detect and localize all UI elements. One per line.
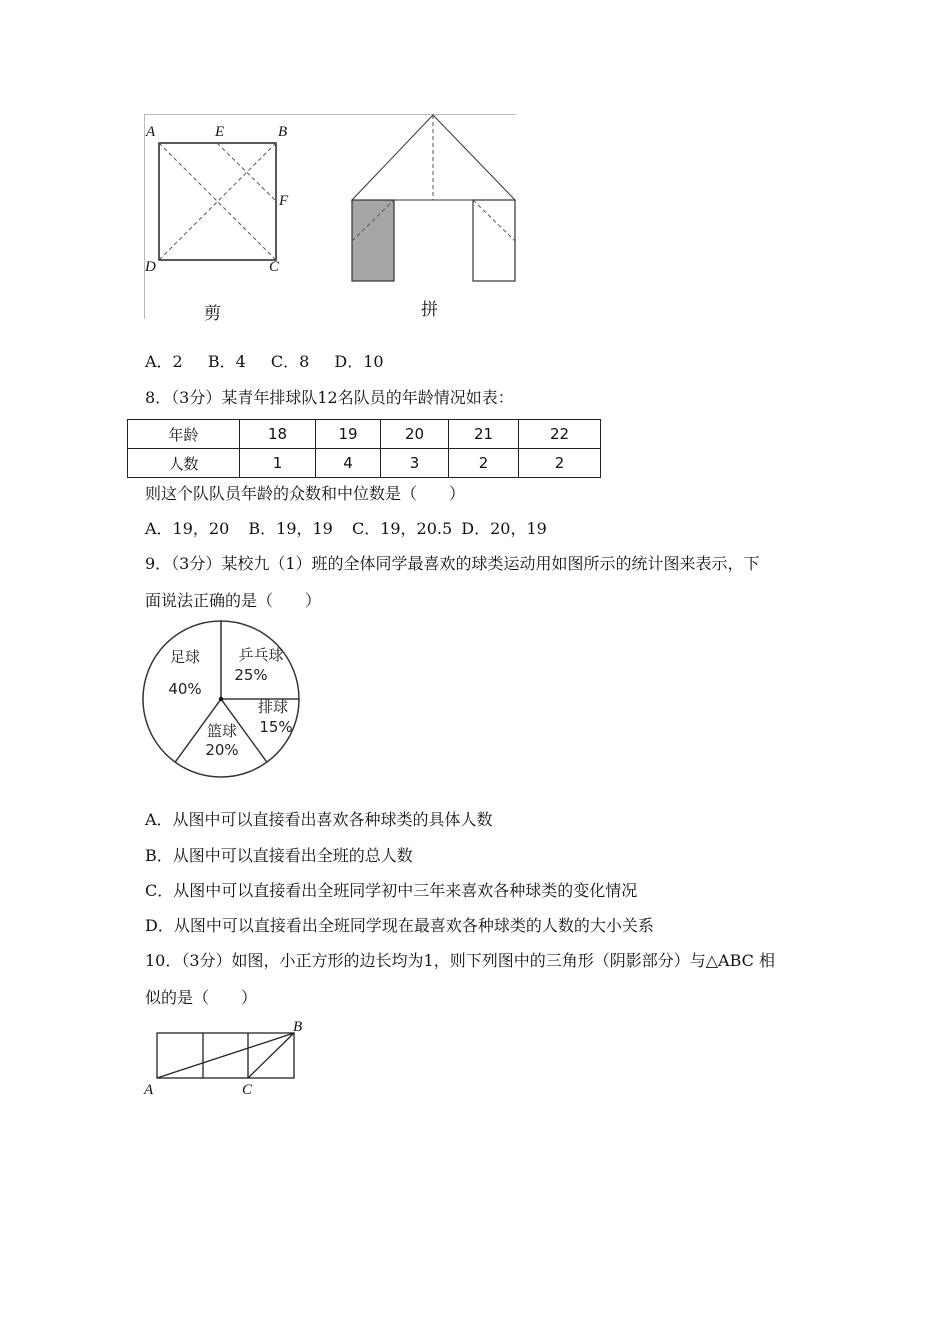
pie-label-name: 篮球: [206, 722, 238, 740]
segment-ab: [157, 1033, 294, 1078]
q8-option-d: D．20，19: [461, 519, 547, 538]
right-pillar-dash: [473, 200, 515, 241]
age-cell: 18: [240, 420, 316, 449]
label-c: C: [269, 259, 280, 275]
label-d: D: [145, 259, 156, 275]
count-cell: 3: [381, 449, 449, 478]
figure-triangle-abc: [140, 1018, 315, 1103]
age-cell: 21: [449, 420, 519, 449]
count-cell: 2: [449, 449, 519, 478]
count-cell: 2: [519, 449, 601, 478]
q10-stem-line1: 10．（3分）如图，小正方形的边长均为1，则下列图中的三角形（阴影部分）与△ABC 相: [145, 951, 775, 970]
label-f: F: [279, 193, 289, 209]
q7-option-d: D．10: [334, 352, 384, 371]
q8-option-b: B．19，19: [248, 519, 333, 538]
count-cell: 4: [316, 449, 381, 478]
segment-bc: [248, 1033, 294, 1078]
pie-label-value: 25%: [234, 666, 268, 684]
pie-label-name: 乒乓球: [238, 646, 284, 664]
q7-option-c: C．8: [270, 352, 310, 371]
age-cell: 19: [316, 420, 381, 449]
q9-option-a: A．从图中可以直接看出喜欢各种球类的具体人数: [145, 810, 493, 829]
q7-option-b: B．4: [207, 352, 246, 371]
count-row: [128, 449, 601, 478]
grid-figure-svg: [140, 1018, 315, 1103]
pie-label-value: 20%: [205, 741, 239, 759]
q8-option-c: C．19，20.5: [351, 519, 453, 538]
right-pillar: [473, 200, 515, 281]
count-cell: 1: [240, 449, 316, 478]
label-a: A: [144, 1082, 154, 1098]
age-cell: 20: [381, 420, 449, 449]
row-header-age: 年龄: [128, 420, 240, 449]
caption-assemble: 拼: [421, 300, 438, 320]
q9-option-d: D．从图中可以直接看出全班同学现在最喜欢各种球类的人数的大小关系: [145, 916, 654, 935]
q10-stem-line2: 似的是（ ）: [145, 988, 258, 1007]
row-header-count: 人数: [128, 449, 240, 478]
q8-question: 则这个队队员年龄的众数和中位数是（ ）: [145, 484, 466, 503]
q9-option-c: C．从图中可以直接看出全班同学初中三年来喜欢各种球类的变化情况: [145, 881, 638, 900]
q9-stem-line2: 面说法正确的是（ ）: [145, 591, 322, 610]
caption-cut: 剪: [204, 304, 221, 324]
pie-label-value: 40%: [168, 680, 202, 698]
label-b: B: [293, 1019, 303, 1035]
pie-label-name: 足球: [169, 648, 201, 666]
age-row: [128, 420, 601, 449]
pie-center-dot: [219, 697, 223, 701]
label-a: A: [146, 124, 156, 140]
q9-stem-line1: 9．（3分）某校九（1）班的全体同学最喜欢的球类运动用如图所示的统计图来表示，下: [145, 554, 760, 573]
age-cell: 22: [519, 420, 601, 449]
label-e: E: [215, 124, 225, 140]
q9-option-b: B．从图中可以直接看出全班的总人数: [145, 846, 413, 865]
q7-option-a: A．2: [145, 352, 183, 371]
segment-ef: [217, 143, 276, 201]
label-b: B: [278, 124, 288, 140]
left-pillar-shaded: [352, 200, 394, 281]
figure-cut-assemble-svg: [144, 114, 516, 319]
q8-option-a: A．19，20: [145, 519, 230, 538]
figure-cut-assemble: [144, 114, 516, 324]
label-c: C: [242, 1082, 253, 1098]
pie-label-name: 排球: [257, 698, 289, 716]
age-table: [127, 419, 601, 478]
q7-options: [145, 352, 384, 372]
ball-sports-pie-chart: [138, 616, 308, 786]
pie-label-value: 15%: [259, 718, 293, 736]
q8-options: [145, 519, 547, 539]
q8-stem: 8．（3分）某青年排球队12名队员的年龄情况如表：: [145, 388, 514, 407]
